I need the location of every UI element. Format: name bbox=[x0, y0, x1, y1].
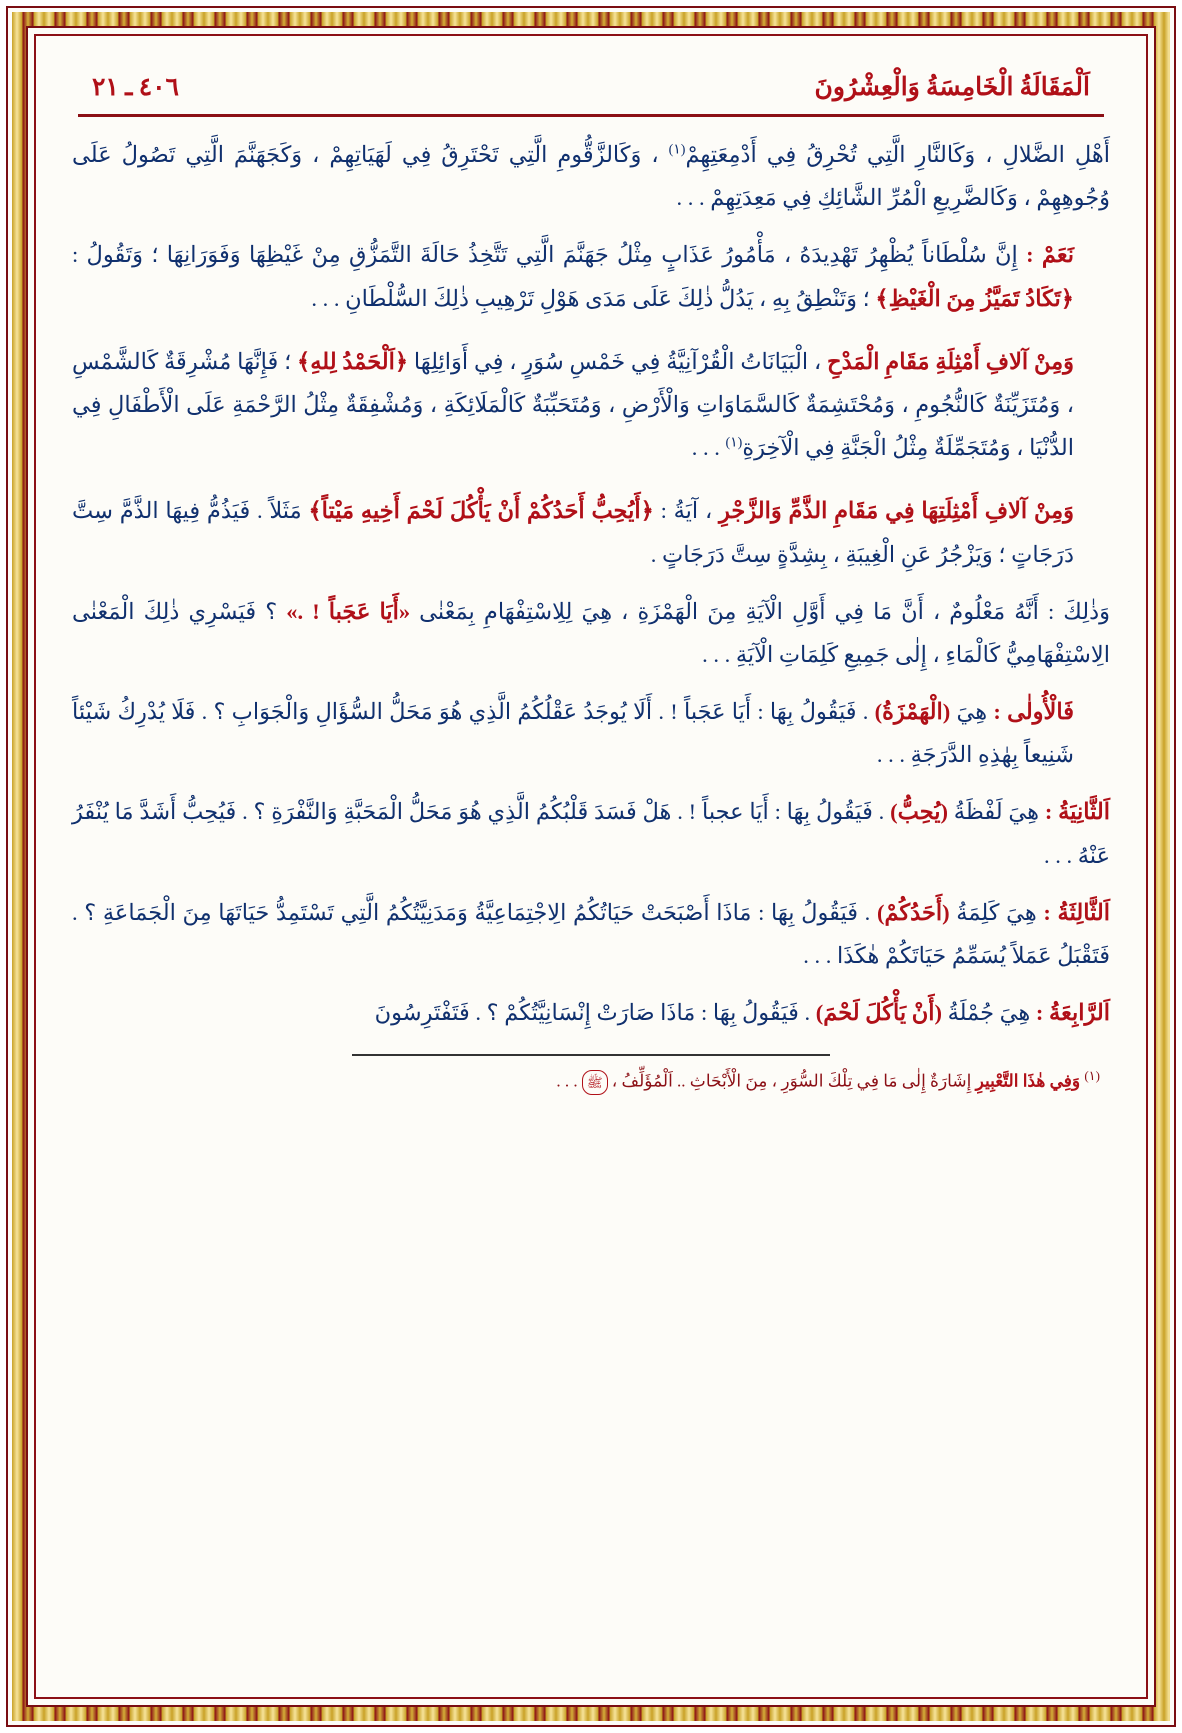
lead-in-red: وَمِنْ آلافِ أَمْثِلَتِهَا فِي مَقَامِ الذَّمِّ وَالزَّجْرِ bbox=[719, 498, 1074, 524]
footnote-divider bbox=[352, 1054, 829, 1056]
page-number: ٤٠٦ ـ ٢١ bbox=[92, 74, 179, 101]
paragraph-8 bbox=[72, 891, 1110, 977]
header-divider bbox=[78, 114, 1104, 117]
text-run: ، آيَةُ : bbox=[653, 498, 719, 524]
text-run: . فَيَقُولُ بِهَا : مَاذَا أَصْبَحَتْ حَيَاتُكُمُ الِاجْتِمَاعِيَّةُ وَمَدَنِيَّتُكُمُ الَّتِي تَسْتَمِدُّ حَيَاتَهَا مِنَ الْجَمَاعَةِ ؟ . فَتَقْبَلُ عَمَلاً يُسَمِّمُ حَيَاتَكُمْ هٰكَذَا . . . bbox=[72, 899, 1110, 968]
prophetic-seal-icon: ﷺ bbox=[582, 1070, 608, 1095]
chapter-title: اَلْمَقَالَةُ الْخَامِسَةُ وَالْعِشْرُونَ bbox=[814, 74, 1090, 101]
text-run: إِنَّ سُلْطَاناً يُظْهِرُ تَهْدِيدَهُ ، مَأْمُورُ عَذَابٍ مِثْلُ جَهَنَّمَ الَّتِي تَتَّخِذُ حَالَةَ التَّمَزُّقِ مِنْ غَيْظِهَا وَفَوَرَانِهَا ؛ وَتَقُولُ : bbox=[72, 242, 1027, 268]
text-run: . . . bbox=[691, 435, 726, 461]
paragraph-1 bbox=[72, 133, 1110, 219]
paragraph-7 bbox=[72, 790, 1110, 876]
lead-in-red: اَلثَّانِيَةُ : bbox=[1044, 799, 1110, 825]
text-run: ؛ وَتَنْطِقُ بِهِ ، يَدُلُّ ذٰلِكَ عَلَى مَدَى هَوْلِ تَرْهِيبِ ذٰلِكَ السُّلْطَانِ . . . bbox=[311, 285, 876, 311]
text-run: هِيَ لَفْظَةُ bbox=[947, 799, 1045, 825]
text-run: . فَيَقُولُ بِهَا : أَيَا عجباً ! . هَلْ فَسَدَ قَلْبُكُمُ الَّذِي هُوَ مَحَلُّ الْمَحَبَّةِ وَالنَّفْرَةِ ؟ . فَيُحِبُّ أَشَدَّ مَا يُنْفَرُ عَنْهُ . . . bbox=[72, 799, 1110, 868]
footnote-lead-in: وَفِي هٰذَا التَّعْبِيرِ bbox=[975, 1072, 1085, 1092]
paragraph-5 bbox=[72, 590, 1110, 676]
text-run: ، وَكَالزَّقُّومِ الَّتِي تَحْتَرِقُ فِي لَهَيَاتِهِمْ ، وَكَجَهَنَّمَ الَّتِي تَصُولُ عَلَى وُجُوهِهِمْ ، وَكَالضَّرِيعِ الْمُرِّ الشَّائِكِ فِي مَعِدَتِهِمْ . . . bbox=[72, 142, 1110, 211]
text-run: أَهْلِ الضَّلالِ ، وَكَالنَّارِ الَّتِي تُحْرِقُ فِي أَدْمِعَتِهِمْ bbox=[685, 142, 1110, 167]
text-run: هِيَ كَلِمَةُ bbox=[949, 899, 1044, 925]
text-run: هِيَ جُمْلَةُ bbox=[941, 1000, 1036, 1026]
emphasis-red: «أَيَا عَجَباً ! .» bbox=[286, 598, 411, 624]
text-run: هِيَ bbox=[950, 699, 994, 725]
text-run: وَذٰلِكَ : أَنَّهُ مَعْلُومٌ ، أَنَّ مَا فِي أَوَّلِ الْآيَةِ مِنَ الْهَمْزَةِ ، هِيَ لِلِاسْتِفْهَامِ بِمَعْنٰى bbox=[410, 598, 1110, 624]
paragraph-2 bbox=[72, 233, 1110, 319]
lead-in-red: وَمِنْ آلافِ أَمْثِلَةِ مَقَامِ الْمَدْحِ bbox=[827, 348, 1075, 374]
paragraph-9 bbox=[72, 991, 1110, 1034]
page-header bbox=[72, 68, 1110, 102]
term-red: (أَحَدُكُمْ) bbox=[876, 899, 950, 925]
lead-in-red: نَعَمْ : bbox=[1026, 242, 1074, 268]
quran-quote: ﴿تَكَادُ تَمَيَّزُ مِنَ الْغَيْظِ﴾ bbox=[875, 285, 1074, 311]
paragraph-3 bbox=[72, 340, 1110, 470]
term-red: (يُحِبُّ) bbox=[890, 799, 948, 825]
text-run: . فَيَقُولُ بِهَا : أَيَا عَجَباً ! . أَلَا يُوجَدُ عَقْلُكُمُ الَّذِي هُوَ مَحَلُّ السُّؤَالِ وَالْجَوَابِ ؟ . فَلَا يُدْرِكُ شَيْئاً شَنِيعاً بِهٰذِهِ الدَّرَجَةِ . . . bbox=[72, 699, 1074, 768]
term-red: (الْهَمْزَةُ) bbox=[874, 699, 951, 725]
footnote-ref: (١) bbox=[725, 435, 743, 451]
text-run: ؛ فَإِنَّهَا مُشْرِقَةٌ كَالشَّمْسِ ، وَمُتَزَيِّنَةٌ كَالنُّجُومِ ، وَمُحْتَشِمَةٌ كَالسَّمَاوَاتِ وَالْأَرْضِ ، وَمُتَحَبِّبَةٌ كَالْمَلَائِكَةِ ، وَمُشْفِقَةٌ مِثْلُ الرَّحْمَةِ عَلَى الْأَطْفَالِ فِي الدُّنْيَا ، وَمُتَجَمِّلَةٌ مِثْلُ الْجَنَّةِ فِي الْآخِرَةِ bbox=[72, 348, 1074, 461]
text-run: . فَيَقُولُ بِهَا : مَاذَا صَارَتْ إِنْسَانِيَّتُكُمْ ؟ . فَتَفْتَرِسُونَ bbox=[374, 1000, 816, 1026]
paragraph-4 bbox=[72, 489, 1110, 575]
text-run: ، الْبَيَانَاتُ الْقُرْآنِيَّةُ فِي خَمْسِ سُوَرٍ ، فِي أَوَائِلِهَا bbox=[408, 348, 828, 374]
quran-quote: ﴿اَلْحَمْدُ لِلهِ﴾ bbox=[297, 348, 409, 374]
page-content bbox=[46, 46, 1136, 1687]
paragraph-6 bbox=[72, 690, 1110, 776]
lead-in-red: اَلثَّالِثَةُ : bbox=[1043, 899, 1110, 925]
lead-in-red: فَالْأُولٰى : bbox=[993, 699, 1074, 725]
text-run: ؟ فَيَسْرِي ذٰلِكَ الْمَعْنٰى الِاسْتِفْهَامِيُّ كَالْمَاءِ ، إِلٰى جَمِيعِ كَلِمَاتِ الْآيَةِ . . . bbox=[72, 598, 1110, 667]
footnote bbox=[72, 1064, 1110, 1097]
footnote-marker: (١) bbox=[1084, 1068, 1100, 1084]
term-red: (أَنْ يَأْكُلَ لَحْمَ) bbox=[815, 1000, 942, 1026]
lead-in-red: اَلرَّابِعَةُ : bbox=[1035, 1000, 1110, 1026]
footnote-text: . . . bbox=[556, 1072, 582, 1092]
footnote-ref: (١) bbox=[668, 142, 686, 158]
quran-quote: ﴿أَيُحِبُّ أَحَدُكُمْ أَنْ يَأْكُلَ لَحْمَ أَخِيهِ مَيْتاً﴾ bbox=[308, 498, 654, 524]
body-text bbox=[72, 133, 1110, 1034]
text-run: مَثَلاً . فَيَذُمُّ فِيهَا الذَّمَّ سِتَّ دَرَجَاتٍ ؛ وَيَزْجُرُ عَنِ الْغِيبَةِ ، بِشِدَّةٍ سِتَّ دَرَجَاتٍ . bbox=[72, 498, 1074, 567]
footnote-text: إِشَارَةٌ إِلٰى مَا فِي تِلْكَ السُّوَرِ ، مِنَ الْأَبْحَاثِ .. اَلْمُؤَلِّفُ ، bbox=[607, 1072, 976, 1092]
